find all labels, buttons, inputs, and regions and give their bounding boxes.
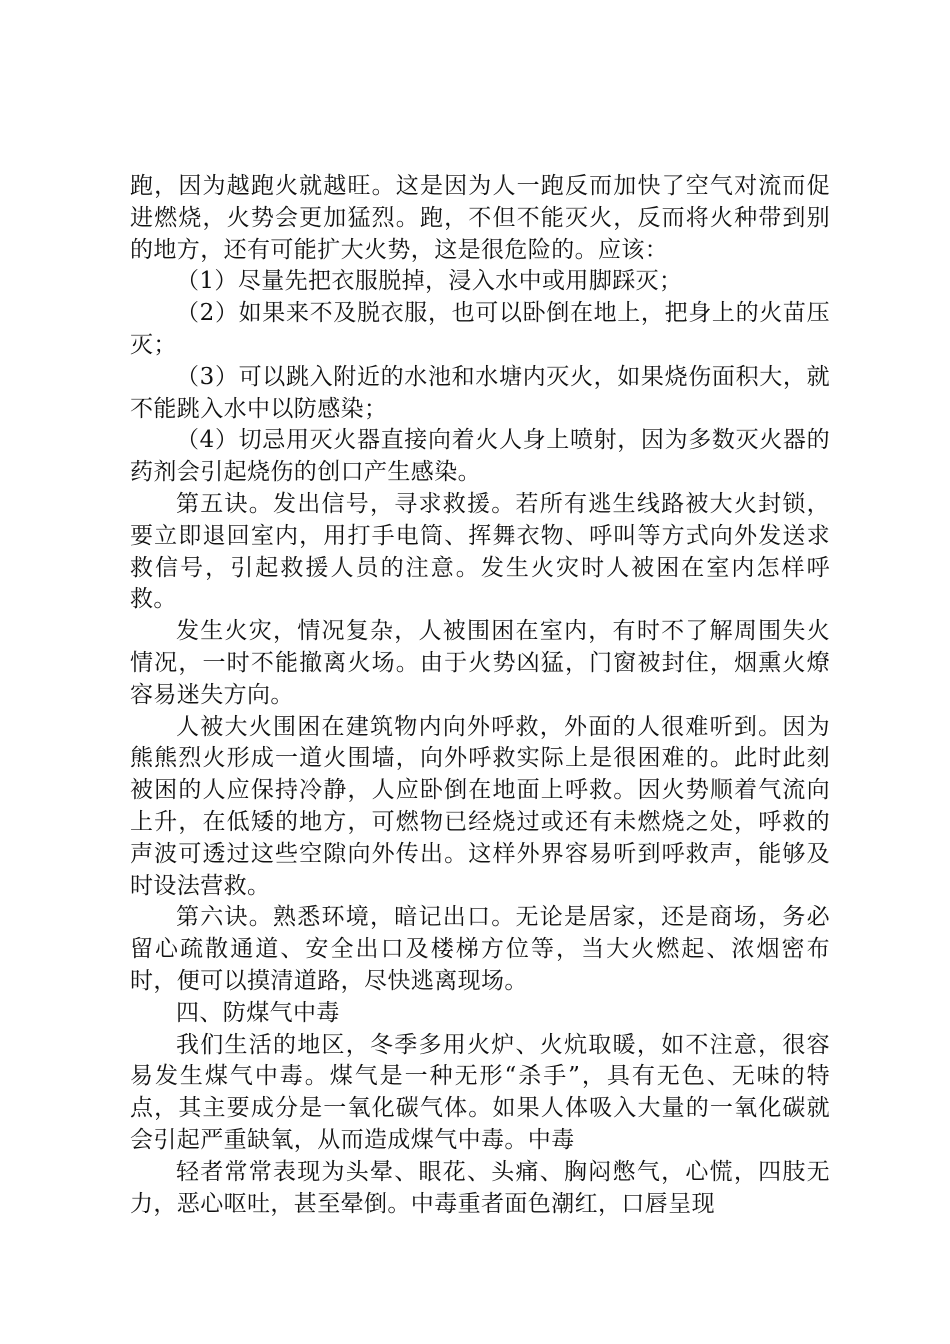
- paragraph-fire-running: 跑，因为越跑火就越旺。这是因为人一跑反而加快了空气对流而促进燃烧，火势会更加猛烈。跑，不但不能灭火，反而将火种带到别的地方，还有可能扩大火势，这是很危险的。应该：: [130, 173, 830, 263]
- paragraph-step-2: （2）如果来不及脱衣服，也可以卧倒在地上，把身上的火苗压灭；: [130, 300, 830, 358]
- document-body: [130, 171, 830, 1220]
- section-heading-gas-poisoning: 四、防煤气中毒: [176, 999, 340, 1026]
- paragraph-step-3: （3）可以跳入附近的水池和水塘内灭火，如果烧伤面积大，就不能跳入水中以防感染；: [130, 363, 830, 422]
- paragraph-step-1: （1）尽量先把衣服脱掉，浸入水中或用脚踩灭；: [176, 268, 683, 295]
- paragraph-fire-complex: 发生火灾，情况复杂，人被围困在室内，有时不了解周围失火情况，一时不能撤离火场。由于火势凶猛，门窗被封住，烟熏火燎容易迷失方向。: [130, 618, 830, 708]
- paragraph-sixth-tip: 第六诀。熟悉环境，暗记出口。无论是居家，还是商场，务必留心疏散通道、安全出口及楼梯方位等，当大火燃起、浓烟密布时，便可以摸清道路，尽快逃离现场。: [130, 904, 830, 994]
- paragraph-gas-intro: 我们生活的地区，冬季多用火炉、火炕取暖，如不注意，很容易发生煤气中毒。煤气是一种无形“杀手”，具有无色、无味的特点，其主要成分是一氧化碳气体。如果人体吸入大量的一氧化碳就会引起严重缺氧，从而造成煤气中毒。中毒: [130, 1031, 830, 1153]
- paragraph-step-4: （4）切忌用灭火器直接向着火人身上喷射，因为多数灭火器的药剂会引起烧伤的创口产生感染。: [130, 427, 830, 486]
- paragraph-fifth-tip: 第五诀。发出信号，寻求救援。若所有逃生线路被大火封锁，要立即退回室内，用打手电筒、挥舞衣物、呼叫等方式向外发送求救信号，引起救援人员的注意。发生火灾时人被困在室内怎样呼救。: [130, 490, 830, 613]
- paragraph-gas-symptoms: 轻者常常表现为头晕、眼花、头痛、胸闷憋气，心慌，四肢无力，恶心呕吐，甚至晕倒。中毒重者面色潮红，口唇呈现: [130, 1158, 830, 1217]
- paragraph-call-for-help: 人被大火围困在建筑物内向外呼救，外面的人很难听到。因为熊熊烈火形成一道火围墙，向外呼救实际上是很困难的。此时此刻被困的人应保持冷静，人应卧倒在地面上呼救。因火势顺着气流向上升，在低矮的地方，可燃物已经烧过或还有未燃烧之处，呼救的声波可透过这些空隙向外传出。这样外界容易听到呼救声，能够及时设法营救。: [130, 713, 830, 899]
